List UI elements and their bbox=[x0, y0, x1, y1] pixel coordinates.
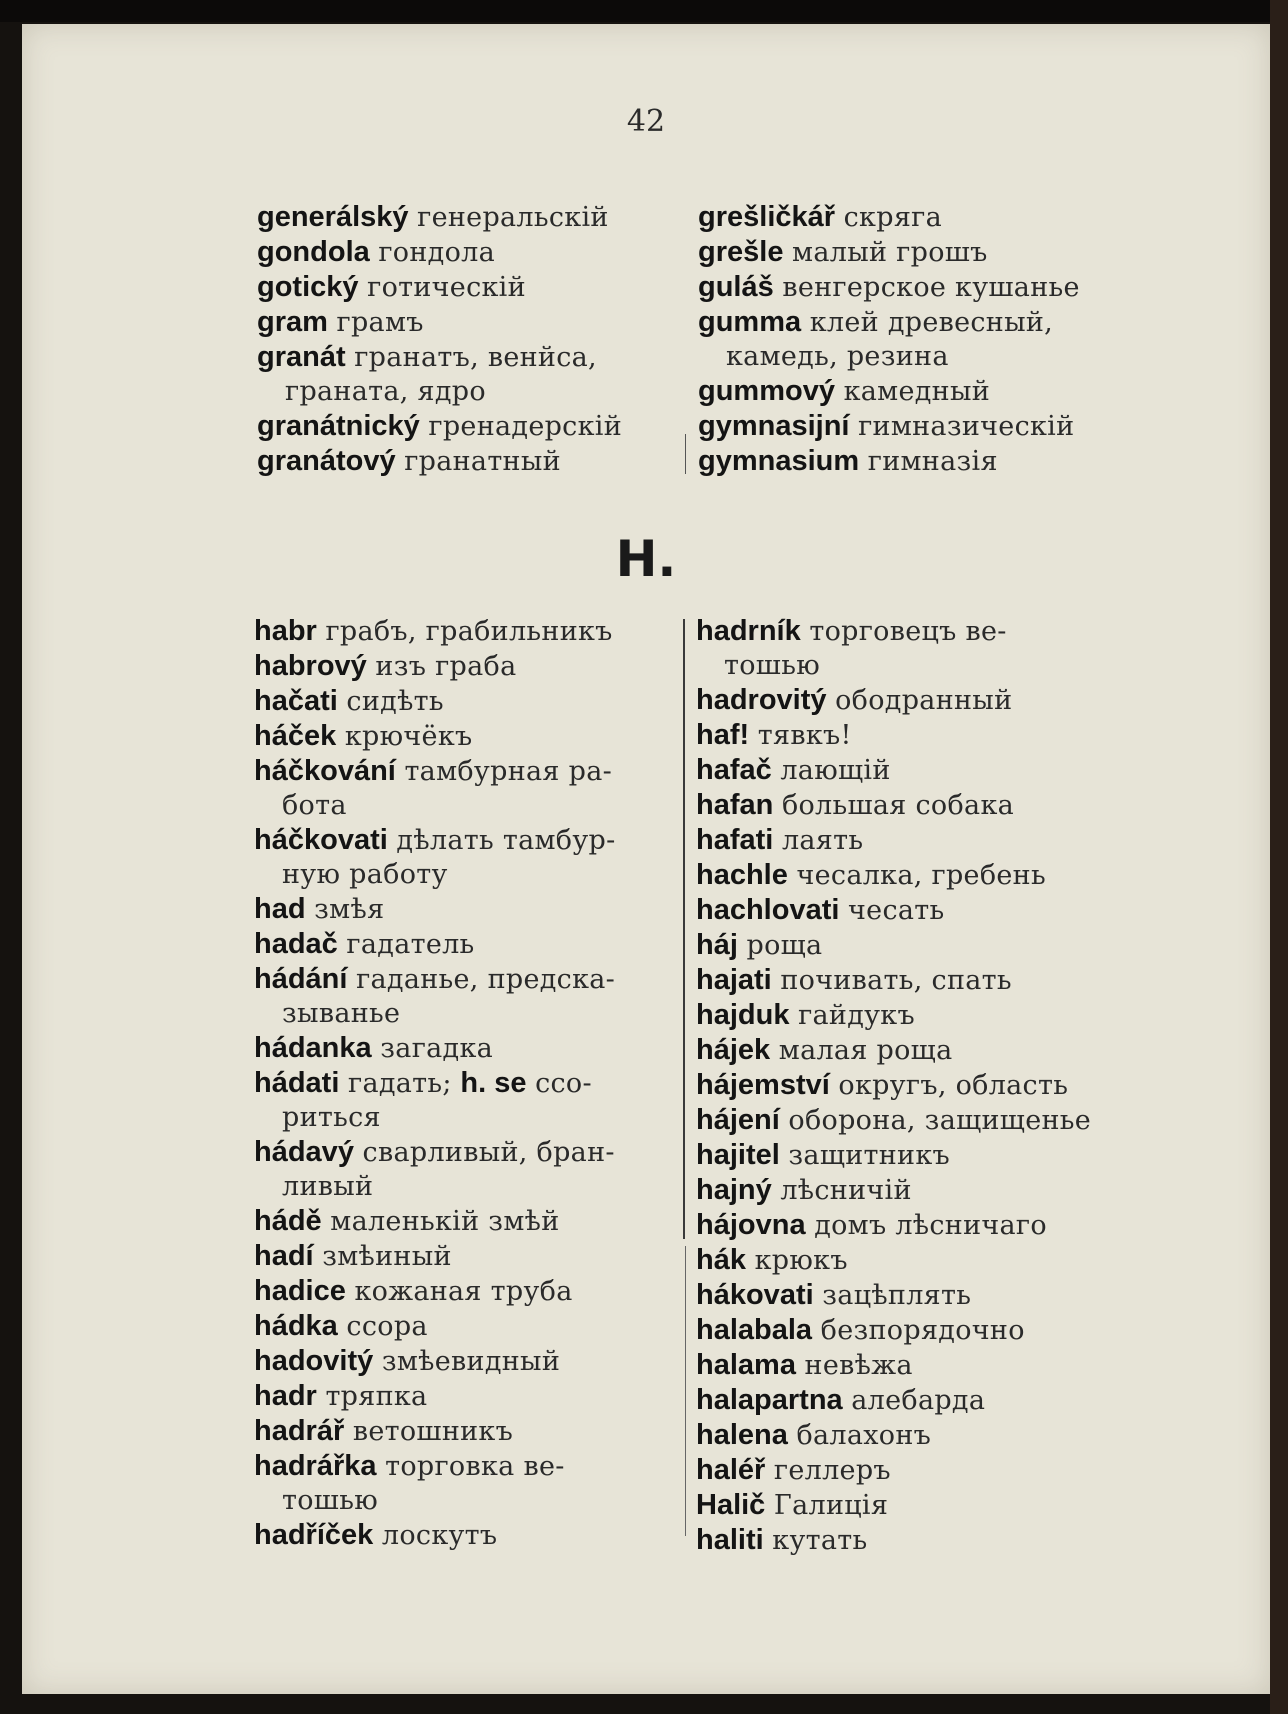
translation: балахонъ bbox=[796, 1420, 932, 1451]
dictionary-entry bbox=[696, 753, 1142, 788]
translation: домъ лѣсничаго bbox=[814, 1210, 1047, 1241]
sub-headword: h. se bbox=[460, 1067, 527, 1099]
headword: granátový bbox=[257, 445, 396, 477]
column-bottom-left bbox=[254, 614, 694, 1553]
translation-continuation: тошью bbox=[282, 1485, 378, 1516]
headword: haliti bbox=[696, 1524, 764, 1556]
dictionary-entry bbox=[696, 1348, 1142, 1383]
column-top-right bbox=[698, 200, 1143, 479]
dictionary-entry bbox=[257, 270, 693, 305]
dictionary-entry bbox=[257, 340, 693, 409]
dictionary-entry bbox=[698, 444, 1143, 479]
translation: гранатъ, венйса, bbox=[354, 342, 597, 373]
headword: Halič bbox=[696, 1489, 766, 1521]
dictionary-entry bbox=[254, 754, 694, 823]
dictionary-entry bbox=[696, 1278, 1142, 1313]
headword: hadrářka bbox=[254, 1450, 377, 1482]
dictionary-entry bbox=[698, 270, 1143, 305]
headword: háčkovati bbox=[254, 824, 388, 856]
dictionary-entry bbox=[696, 1313, 1142, 1348]
column-divider bbox=[685, 434, 686, 474]
headword: halapartna bbox=[696, 1384, 843, 1416]
headword: gondola bbox=[257, 236, 370, 268]
translation: невѣжа bbox=[804, 1350, 913, 1381]
headword: grešličkář bbox=[698, 201, 836, 233]
headword: hájovna bbox=[696, 1209, 806, 1241]
headword: guláš bbox=[698, 271, 774, 303]
dictionary-entry bbox=[254, 1066, 694, 1135]
dictionary-entry bbox=[698, 200, 1143, 235]
translation: гранатный bbox=[404, 446, 561, 477]
dictionary-entry bbox=[696, 1033, 1142, 1068]
translation: лаять bbox=[781, 825, 864, 856]
headword: hadač bbox=[254, 928, 338, 960]
dictionary-entry bbox=[696, 1418, 1142, 1453]
dictionary-entry bbox=[254, 614, 694, 649]
translation: гимназическій bbox=[858, 411, 1075, 442]
translation: сварливый, бран- bbox=[362, 1137, 615, 1168]
headword: had bbox=[254, 893, 306, 925]
dictionary-entry bbox=[696, 683, 1142, 718]
headword: háček bbox=[254, 720, 337, 752]
translation: сидѣть bbox=[346, 686, 444, 717]
translation: тамбурная ра- bbox=[404, 756, 613, 787]
translation: гадать; bbox=[348, 1068, 452, 1099]
dictionary-page bbox=[22, 24, 1270, 1694]
translation-continuation: камедь, резина bbox=[726, 341, 949, 372]
translation: гондола bbox=[378, 237, 495, 268]
headword: generálský bbox=[257, 201, 409, 233]
headword: hajitel bbox=[696, 1139, 780, 1171]
headword: grešle bbox=[698, 236, 784, 268]
translation: торговецъ ве- bbox=[809, 616, 1007, 647]
translation: скряга bbox=[843, 202, 942, 233]
headword: halama bbox=[696, 1349, 796, 1381]
translation: кутать bbox=[772, 1525, 868, 1556]
translation: гренадерскій bbox=[428, 411, 623, 442]
dictionary-entry bbox=[696, 1453, 1142, 1488]
dictionary-entry bbox=[698, 409, 1143, 444]
translation: генеральскій bbox=[417, 202, 609, 233]
translation: готическій bbox=[367, 272, 526, 303]
dictionary-entry bbox=[254, 649, 694, 684]
dictionary-entry bbox=[254, 892, 694, 927]
translation: зацѣплять bbox=[822, 1280, 972, 1311]
headword: hádati bbox=[254, 1067, 340, 1099]
headword: hádání bbox=[254, 963, 348, 995]
translation: загадка bbox=[380, 1033, 494, 1064]
headword: hádka bbox=[254, 1310, 338, 1342]
translation: кожаная труба bbox=[354, 1276, 573, 1307]
headword: gummový bbox=[698, 375, 835, 407]
translation: большая собака bbox=[781, 790, 1015, 821]
translation-continuation: ливый bbox=[282, 1171, 374, 1202]
headword: haf! bbox=[696, 719, 750, 751]
translation: чесалка, гребень bbox=[796, 860, 1046, 891]
headword: hajduk bbox=[696, 999, 790, 1031]
scan-top-edge bbox=[0, 0, 1288, 22]
dictionary-entry bbox=[254, 823, 694, 892]
translation: тявкъ! bbox=[757, 720, 852, 751]
dictionary-entry bbox=[257, 444, 693, 479]
dictionary-entry bbox=[698, 374, 1143, 409]
dictionary-entry bbox=[257, 409, 693, 444]
translation: чесать bbox=[848, 895, 945, 926]
headword: hák bbox=[696, 1244, 746, 1276]
column-bottom-right bbox=[696, 614, 1142, 1558]
translation: гадатель bbox=[346, 929, 475, 960]
translation: почивать, спать bbox=[780, 965, 1012, 996]
dictionary-entry bbox=[696, 1383, 1142, 1418]
translation: лѣсничій bbox=[780, 1175, 912, 1206]
dictionary-entry bbox=[254, 1309, 694, 1344]
translation: роща bbox=[746, 930, 823, 961]
dictionary-entry bbox=[698, 235, 1143, 270]
dictionary-entry bbox=[254, 719, 694, 754]
headword: hajný bbox=[696, 1174, 772, 1206]
dictionary-entry bbox=[254, 1239, 694, 1274]
headword: háj bbox=[696, 929, 738, 961]
dictionary-entry bbox=[254, 1449, 694, 1518]
column-top-left bbox=[257, 200, 693, 479]
translation: алебарда bbox=[851, 1385, 986, 1416]
dictionary-entry bbox=[696, 963, 1142, 998]
translation: змѣевидный bbox=[381, 1346, 561, 1377]
translation: дѣлать тамбур- bbox=[396, 825, 616, 856]
dictionary-entry bbox=[696, 1208, 1142, 1243]
dictionary-entry bbox=[254, 1414, 694, 1449]
translation: гимназія bbox=[867, 446, 998, 477]
translation: гайдукъ bbox=[798, 1000, 915, 1031]
sub-translation: ссо- bbox=[535, 1068, 592, 1099]
headword: hadrář bbox=[254, 1415, 345, 1447]
translation: малая роща bbox=[778, 1035, 953, 1066]
headword: hachle bbox=[696, 859, 788, 891]
headword: hačati bbox=[254, 685, 338, 717]
dictionary-entry bbox=[254, 927, 694, 962]
headword: granátnický bbox=[257, 410, 420, 442]
dictionary-entry bbox=[696, 1488, 1142, 1523]
page-number: 42 bbox=[626, 104, 666, 139]
translation: грабъ, грабильникъ bbox=[325, 616, 613, 647]
headword: halabala bbox=[696, 1314, 813, 1346]
headword: habr bbox=[254, 615, 317, 647]
translation: гаданье, предска- bbox=[356, 964, 616, 995]
translation: лоскутъ bbox=[381, 1520, 498, 1551]
headword: habrový bbox=[254, 650, 367, 682]
headword: hájek bbox=[696, 1034, 771, 1066]
dictionary-entry bbox=[698, 305, 1143, 374]
translation: Галиція bbox=[773, 1490, 889, 1521]
headword: hafan bbox=[696, 789, 774, 821]
headword: hádavý bbox=[254, 1136, 354, 1168]
translation: оборона, защищенье bbox=[788, 1105, 1092, 1136]
headword: hafati bbox=[696, 824, 774, 856]
translation: защитникъ bbox=[788, 1140, 951, 1171]
headword: hádanka bbox=[254, 1032, 372, 1064]
dictionary-entry bbox=[254, 1518, 694, 1553]
translation: крючёкъ bbox=[344, 721, 473, 752]
headword: háčkování bbox=[254, 755, 396, 787]
dictionary-entry bbox=[254, 684, 694, 719]
translation: венгерское кушанье bbox=[782, 272, 1080, 303]
headword: hákovati bbox=[696, 1279, 814, 1311]
translation: крюкъ bbox=[754, 1245, 848, 1276]
translation-continuation: ную работу bbox=[282, 859, 448, 890]
translation: изъ граба bbox=[375, 651, 517, 682]
translation: клей древесный, bbox=[809, 307, 1054, 338]
translation: округъ, область bbox=[838, 1070, 1069, 1101]
headword: hadí bbox=[254, 1240, 314, 1272]
translation: змѣиный bbox=[322, 1241, 452, 1272]
translation: торговка ве- bbox=[385, 1451, 565, 1482]
headword: hafač bbox=[696, 754, 772, 786]
dictionary-entry bbox=[696, 718, 1142, 753]
headword: hadrník bbox=[696, 615, 801, 647]
headword: halena bbox=[696, 1419, 788, 1451]
headword: hadr bbox=[254, 1380, 317, 1412]
dictionary-entry bbox=[254, 1274, 694, 1309]
translation: ссора bbox=[346, 1311, 428, 1342]
dictionary-entry bbox=[696, 928, 1142, 963]
headword: hachlovati bbox=[696, 894, 840, 926]
headword: hajati bbox=[696, 964, 772, 996]
dictionary-entry bbox=[696, 614, 1142, 683]
dictionary-entry bbox=[254, 1031, 694, 1066]
headword: hadovitý bbox=[254, 1345, 374, 1377]
headword: hádě bbox=[254, 1205, 322, 1237]
translation: тряпка bbox=[325, 1381, 428, 1412]
translation-continuation: бота bbox=[282, 790, 347, 821]
translation-continuation: риться bbox=[282, 1102, 381, 1133]
dictionary-entry bbox=[696, 823, 1142, 858]
dictionary-entry bbox=[696, 998, 1142, 1033]
headword: hadice bbox=[254, 1275, 346, 1307]
translation: малый грошъ bbox=[792, 237, 988, 268]
dictionary-entry bbox=[696, 1523, 1142, 1558]
translation-continuation: граната, ядро bbox=[285, 376, 486, 407]
translation: змѣя bbox=[314, 894, 385, 925]
dictionary-entry bbox=[696, 1243, 1142, 1278]
dictionary-entry bbox=[696, 788, 1142, 823]
translation: лающій bbox=[780, 755, 891, 786]
headword: hájemství bbox=[696, 1069, 830, 1101]
dictionary-entry bbox=[254, 1344, 694, 1379]
translation: геллеръ bbox=[773, 1455, 891, 1486]
translation: грамъ bbox=[336, 307, 424, 338]
translation: ободранный bbox=[835, 685, 1013, 716]
headword: hadrovitý bbox=[696, 684, 827, 716]
dictionary-entry bbox=[257, 235, 693, 270]
translation-continuation: зыванье bbox=[282, 998, 401, 1029]
section-letter: H. bbox=[615, 530, 677, 588]
dictionary-entry bbox=[696, 1103, 1142, 1138]
column-divider bbox=[683, 619, 685, 1239]
translation: маленькій змѣй bbox=[330, 1206, 560, 1237]
headword: gumma bbox=[698, 306, 802, 338]
translation: ветошникъ bbox=[352, 1416, 514, 1447]
dictionary-entry bbox=[254, 1379, 694, 1414]
dictionary-entry bbox=[696, 893, 1142, 928]
headword: gram bbox=[257, 306, 328, 338]
dictionary-entry bbox=[696, 1068, 1142, 1103]
dictionary-entry bbox=[696, 858, 1142, 893]
dictionary-entry bbox=[257, 200, 693, 235]
headword: granát bbox=[257, 341, 346, 373]
column-divider bbox=[685, 1246, 686, 1536]
translation: камедный bbox=[843, 376, 991, 407]
headword: hadříček bbox=[254, 1519, 374, 1551]
headword: gotický bbox=[257, 271, 359, 303]
translation-continuation: тошью bbox=[724, 650, 820, 681]
translation: безпорядочно bbox=[820, 1315, 1025, 1346]
headword: haléř bbox=[696, 1454, 766, 1486]
book-spine-edge bbox=[1270, 0, 1288, 1714]
dictionary-entry bbox=[696, 1138, 1142, 1173]
headword: gymnasium bbox=[698, 445, 860, 477]
headword: hájení bbox=[696, 1104, 780, 1136]
dictionary-entry bbox=[254, 962, 694, 1031]
dictionary-entry bbox=[254, 1135, 694, 1204]
headword: gymnasijní bbox=[698, 410, 850, 442]
dictionary-entry bbox=[696, 1173, 1142, 1208]
dictionary-entry bbox=[257, 305, 693, 340]
dictionary-entry bbox=[254, 1204, 694, 1239]
